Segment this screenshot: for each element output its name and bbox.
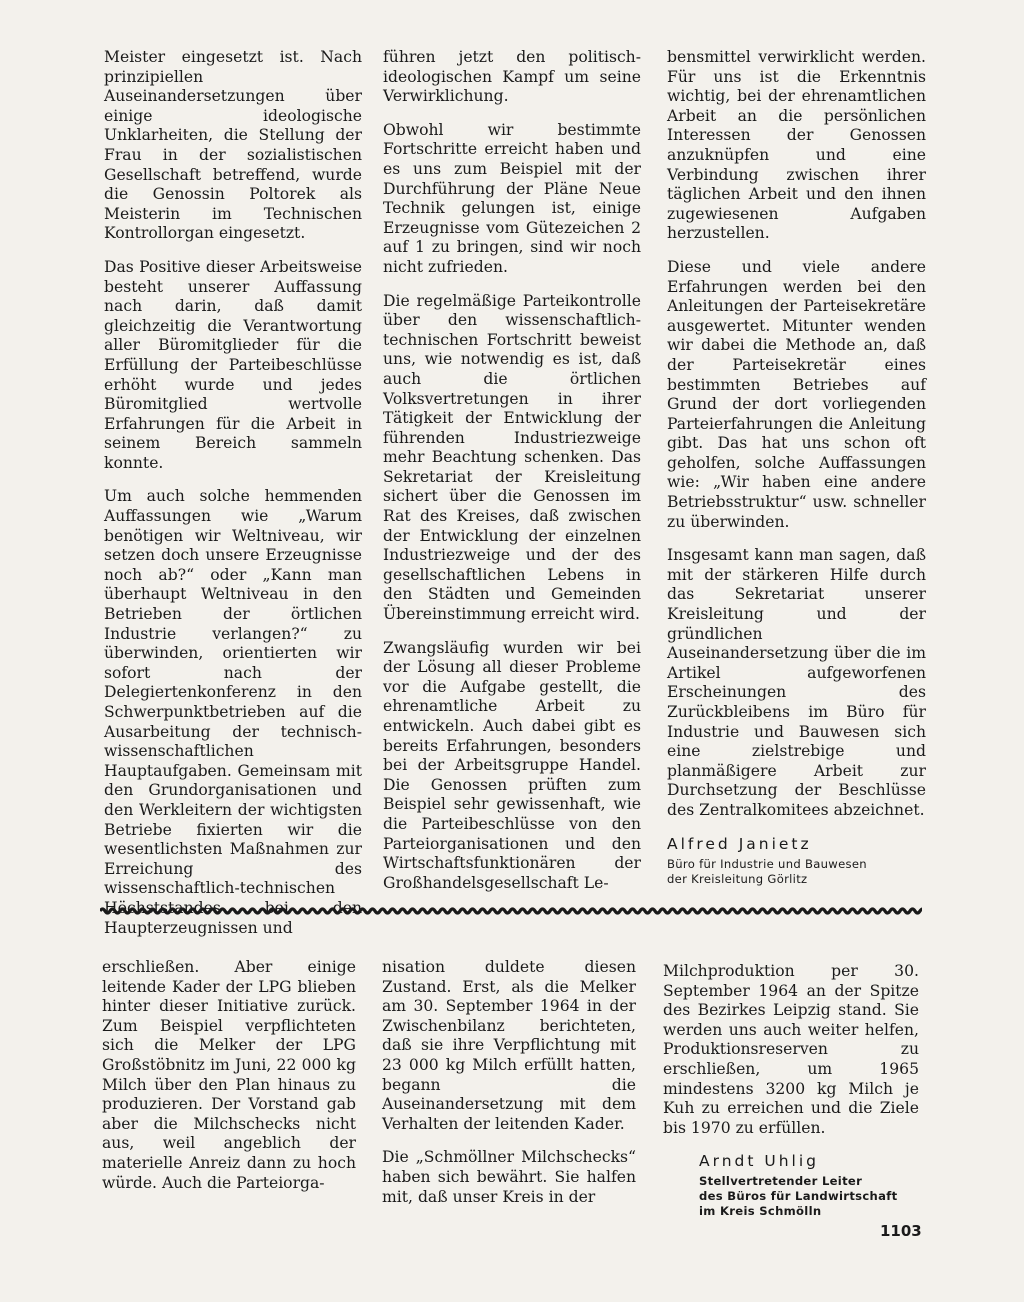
upper-column-3	[667, 48, 926, 887]
paragraph: nisation duldete diesen Zustand. Erst, als die Melker am 30. September 1964 in der Zwischenbilanz berichteten, daß sie ihre Verpflichtung mit 23 000 kg Milch erfüllt hatten, begann die Auseinandersetzung mit dem Verhalten der leitenden Kader.	[382, 958, 636, 1133]
signature-block	[663, 1152, 919, 1219]
paragraph: Obwohl wir bestimmte Fortschritte erreicht haben und es uns zum Beispiel mit der Durchführung der Pläne Neue Technik gelungen ist, einige Erzeugnisse vom Gütezeichen 2 auf 1 zu bringen, sind wir noch nicht zufrieden.	[383, 120, 641, 276]
paragraph: Zwangsläufig wurden wir bei der Lösung all dieser Probleme vor die Aufgabe gestellt, die ehrenamtliche Arbeit zu entwickeln. Auch dabei gibt es bereits Erfahrungen, besonders bei der Arbeitsgruppe Handel. Die Genossen prüften zum Beispiel sehr gewissenhaft, wie die Parteibeschlüsse von den Parteiorganisationen und den Wirtschaftsfunktionären der Großhandelsgesellschaft Le-	[383, 638, 641, 892]
paragraph: Um auch solche hemmenden Auffassungen wie „Warum benötigen wir Weltniveau, wir setzen doch unsere Erzeugnisse noch ab?“ oder „Kann man überhaupt Weltniveau in den Betrieben der örtlichen Industrie verlangen?“ zu überwinden, orientierten wir sofort nach der Delegiertenkonferenz in den Schwerpunktbetrieben auf die Ausarbeitung der technisch-wissenschaftlichen Hauptaufgaben. Gemeinsam mit den Grundorganisationen und den Werkleitern der wichtigsten Betriebe fixierten wir die wesentlichsten Maßnahmen zur Erreichung des wissenschaftlich-technischen Höchststandes bei den Haupterzeugnissen und	[104, 487, 362, 937]
paragraph: Das Positive dieser Arbeitsweise besteht unserer Auffassung nach darin, daß damit gleichzeitig die Verantwortung aller Büromitglieder für die Erfüllung der Parteibeschlüsse erhöht wurde und jedes Büromitglied wertvolle Erfahrungen für die Arbeit in seinem Bereich sammeln konnte.	[104, 257, 362, 472]
lower-column-1	[102, 958, 356, 1207]
author-name: Arndt Uhlig	[699, 1152, 819, 1171]
author-affiliation: der Kreisleitung Görlitz	[667, 871, 808, 886]
paragraph: Milchproduktion per 30. September 1964 an der Spitze des Bezirkes Leipzig stand. Sie werden uns auch weiter helfen, Produktionsreserven zu erschließen, um 1965 mindestens 3200 kg Milch je Kuh zu erreichen und die Ziele bis 1970 zu erfüllen.	[663, 962, 919, 1137]
upper-column-1	[104, 48, 362, 952]
page-number: 1103	[880, 1222, 922, 1240]
lower-column-3	[663, 962, 919, 1219]
paragraph: bensmittel verwirklicht werden. Für uns ist die Erkenntnis wichtig, bei der ehrenamtlichen Arbeit an die persönlichen Interessen der Genossen anzuknüpfen und eine Verbindung zwischen ihrer täglichen Arbeit und den ihnen zugewiesenen Aufgaben herzustellen.	[667, 48, 926, 243]
paragraph: Die regelmäßige Parteikontrolle über den wissenschaftlich-technischen Fortschritt beweist uns, wie notwendig es ist, daß auch die örtlichen Volksvertretungen in ihrer Tätigkeit der Entwicklung der führenden Industriezweige mehr Beachtung schenken. Das Sekretariat der Kreisleitung sichert über die Genossen im Rat des Kreises, daß zwischen der Entwicklung der einzelnen Industriezweige und der des gesellschaftlichen Lebens in den Städten und Gemeinden Übereinstimmung erreicht wird.	[383, 291, 641, 624]
paragraph: Insgesamt kann man sagen, daß mit der stärkeren Hilfe durch das Sekretariat unserer Kreisleitung und der gründlichen Auseinandersetzung über die im Artikel aufgeworfenen Erscheinungen des Zurückbleibens im Büro für Industrie und Bauwesen sich eine zielstrebige und planmäßigere Arbeit zur Durchsetzung der Beschlüsse des Zentralkomitees abzeichnet.	[667, 546, 926, 819]
paragraph: Meister eingesetzt ist. Nach prinzipiellen Auseinandersetzungen über einige ideologische Unklarheiten, die Stellung der Frau in der sozialistischen Gesellschaft betreffend, wurde die Genossin Poltorek als Meisterin im Technischen Kontrollorgan eingesetzt.	[104, 48, 362, 243]
paragraph: Diese und viele andere Erfahrungen werden bei den Anleitungen der Parteisekretäre ausgewertet. Mitunter wenden wir dabei die Methode an, daß der Parteisekretär eines bestimmten Betriebes auf Grund der dort vorliegenden Parteierfahrungen die Anleitung gibt. Das hat uns schon oft geholfen, solche Auffassungen wie: „Wir haben eine andere Betriebsstruktur“ usw. schneller zu überwinden.	[667, 257, 926, 531]
author-name: Alfred Janietz	[667, 834, 812, 853]
signature-block	[667, 835, 926, 887]
upper-column-2	[383, 48, 641, 907]
author-affiliation: Stellvertretender Leiter	[699, 1174, 863, 1189]
wavy-divider	[100, 900, 922, 922]
paragraph: Die „Schmöllner Milchschecks“ haben sich bewährt. Sie halfen mit, daß unser Kreis in der	[382, 1148, 636, 1206]
paragraph: führen jetzt den politisch-ideologischen Kampf um seine Verwirklichung.	[383, 48, 641, 106]
paragraph: erschließen. Aber einige leitende Kader der LPG blieben hinter dieser Initiative zurück. Zum Beispiel verpflichteten sich die Melker der LPG Großstöbnitz im Juni, 22 000 kg Milch über den Plan hinaus zu produzieren. Der Vorstand gab aber die Milchschecks nicht aus, weil angeblich der materielle Anreiz dann zu hoch würde. Auch die Parteiorga-	[102, 958, 356, 1192]
author-affiliation: des Büros für Landwirtschaft	[699, 1189, 898, 1204]
author-affiliation: Büro für Industrie und Bauwesen	[667, 856, 867, 871]
author-affiliation: im Kreis Schmölln	[699, 1204, 822, 1219]
lower-column-2	[382, 958, 636, 1221]
